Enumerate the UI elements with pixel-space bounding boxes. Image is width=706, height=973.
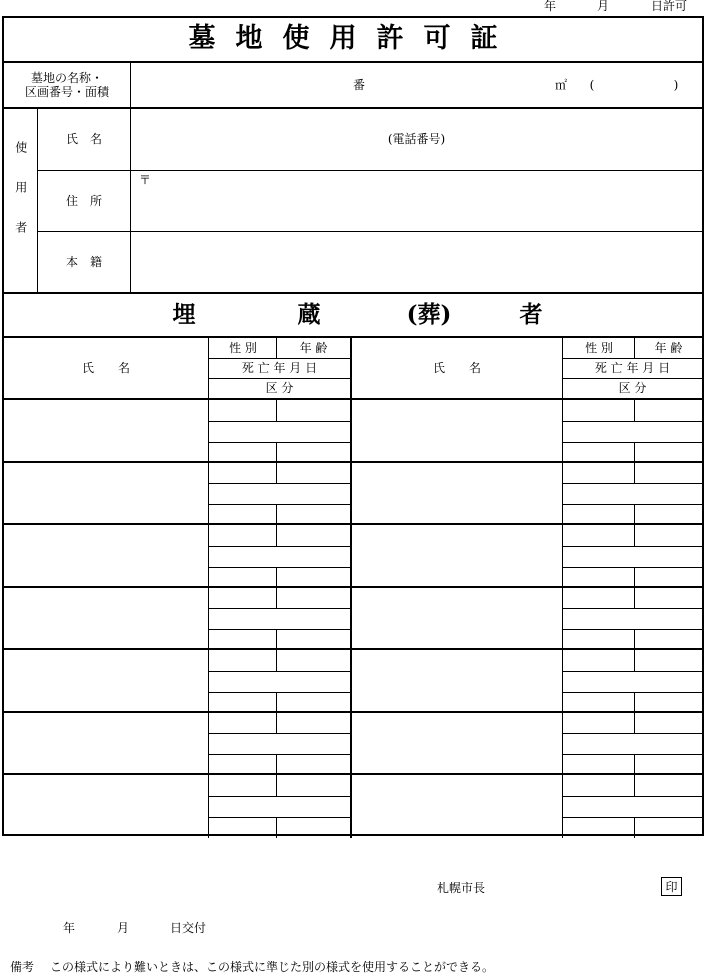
issue-year-label: 年 [63, 921, 76, 935]
age-header-left: 年 齢 [299, 340, 328, 355]
grid-line [563, 378, 702, 379]
grid-line [209, 378, 350, 379]
grid-line [563, 796, 702, 797]
header-month-label: 月 [597, 0, 610, 13]
grid-line [209, 504, 350, 505]
grid-line [563, 671, 702, 672]
header-year-label: 年 [544, 0, 557, 13]
grid-line [4, 523, 702, 525]
grid-line [634, 338, 635, 358]
plot-paren-open: ( [589, 77, 595, 92]
grid-line [563, 692, 702, 693]
grid-line [634, 588, 635, 609]
grid-line [209, 546, 350, 547]
seal-box [661, 877, 682, 896]
plot-paren-close: ) [673, 77, 679, 92]
grid-line [4, 586, 702, 588]
grid-line [563, 754, 702, 755]
grid-line [209, 629, 350, 630]
divider [38, 231, 702, 232]
grid-line [209, 671, 350, 672]
grid-line [563, 442, 702, 443]
grid-line [209, 358, 350, 359]
grid-line [209, 733, 350, 734]
grid-line-right-name-col [562, 338, 563, 838]
grid-line [563, 608, 702, 609]
grid-line [276, 504, 277, 525]
grid-line [209, 567, 350, 568]
grid-line [276, 400, 277, 421]
issue-month-label: 月 [117, 921, 130, 935]
grid-line [634, 504, 635, 525]
divider [4, 292, 702, 294]
grid-line [276, 775, 277, 796]
grid-line [4, 461, 702, 463]
death-date-header-right: 死 亡 年 月 日 [594, 360, 671, 375]
mayor-label: 札幌市長 [437, 881, 486, 895]
burial-title-4: 者 [519, 301, 543, 329]
grid-line [563, 421, 702, 422]
grid-line [209, 754, 350, 755]
category-header-left: 区 分 [265, 380, 294, 395]
grid-line [634, 525, 635, 546]
category-header-right: 区 分 [618, 380, 647, 395]
grid-line [563, 483, 702, 484]
form-frame [2, 16, 704, 836]
grid-line [209, 483, 350, 484]
burial-title-1: 埋 [172, 301, 196, 329]
grid-line [4, 711, 702, 713]
grid-line [634, 650, 635, 671]
grid-line [276, 817, 277, 838]
burial-title-2: 蔵 [297, 301, 321, 329]
grid-line [563, 733, 702, 734]
grid-line [209, 796, 350, 797]
grid-line [276, 525, 277, 546]
grid-line [634, 817, 635, 838]
grid-line [209, 817, 350, 818]
grid-line-center [350, 338, 352, 838]
grid-line [563, 629, 702, 630]
user-address-label: 住 所 [65, 193, 102, 208]
divider [130, 63, 131, 107]
grid-line [563, 358, 702, 359]
grid-line [276, 713, 277, 734]
grid-line [4, 648, 702, 650]
grid-line [276, 338, 277, 358]
grid-line [563, 817, 702, 818]
grid-line [276, 650, 277, 671]
plot-area-unit [551, 63, 571, 107]
grid-line [4, 773, 702, 775]
user-domicile-label: 本 籍 [65, 254, 102, 269]
grid-line [276, 754, 277, 775]
plot-area-unit-text: ㎡ [554, 77, 567, 92]
grid-line [276, 588, 277, 609]
header-day-permit-label: 日許可 [651, 0, 688, 13]
grid-line [209, 421, 350, 422]
burial-name-header-left: 氏 名 [81, 360, 130, 375]
grid-line [563, 567, 702, 568]
grid-line [276, 463, 277, 484]
postal-mark: 〒 [139, 172, 152, 187]
grid-line [563, 546, 702, 547]
grid-line [209, 442, 350, 443]
divider [38, 170, 702, 171]
grid-line [209, 692, 350, 693]
plot-label-line1: 墓地の名称・ [30, 70, 103, 85]
remarks-label: 備考 [10, 960, 35, 973]
plot-number-label: 番 [352, 77, 365, 92]
grid-line [634, 775, 635, 796]
burial-name-header-right: 氏 名 [432, 360, 481, 375]
remarks-text: この様式により難いときは、この様式に準じた別の様式を使用することができる。 [50, 960, 495, 973]
grid-line [634, 463, 635, 484]
grid-line [634, 713, 635, 734]
age-header-right: 年 齢 [654, 340, 683, 355]
grid-line [634, 400, 635, 421]
user-section-label-cell [4, 109, 37, 292]
user-section-label: 使用者 [13, 140, 28, 261]
grid-line-left-name-col [208, 338, 209, 838]
seal-char: 印 [665, 880, 678, 894]
grid-line [634, 629, 635, 650]
plot-label-line2: 区画番号・面積 [24, 85, 109, 99]
grid-line [4, 398, 702, 400]
user-name-label: 氏 名 [65, 132, 102, 147]
grid-line [634, 754, 635, 775]
form-title: 墓地使用許可証 [188, 23, 518, 55]
issue-day-label: 日交付 [170, 921, 207, 935]
grid-line [209, 608, 350, 609]
grid-line [563, 504, 702, 505]
sex-header-left: 性 別 [229, 340, 257, 355]
grid-line [276, 629, 277, 650]
burial-title-3: (葬) [406, 301, 452, 329]
user-phone-label: (電話番号) [387, 132, 446, 147]
plot-label [4, 63, 130, 107]
death-date-header-left: 死 亡 年 月 日 [241, 360, 318, 375]
sex-header-right: 性 別 [585, 340, 613, 355]
